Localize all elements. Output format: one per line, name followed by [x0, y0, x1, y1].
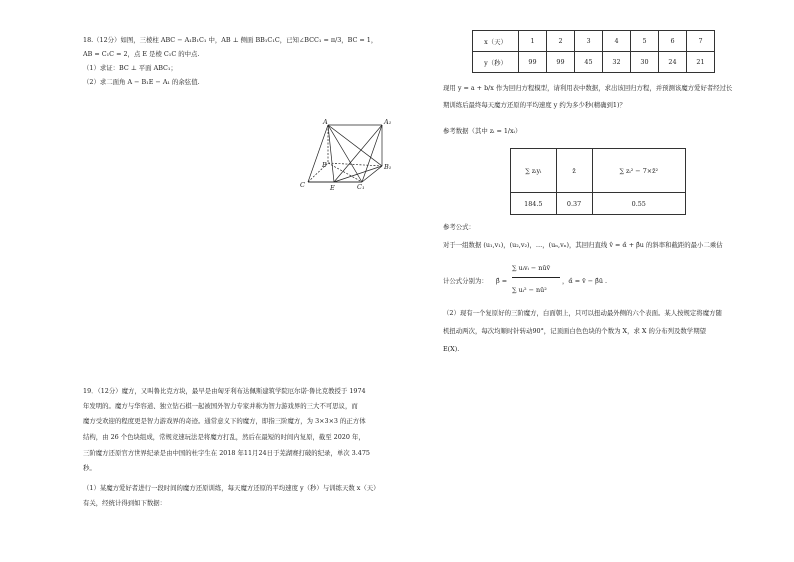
- table-cell: 4: [603, 31, 631, 52]
- table-cell: 32: [603, 52, 631, 73]
- ref-value: 0.37: [556, 193, 592, 215]
- q18-line2: AB = C₁C = 2，点 E 是棱 C₁C 的中点.: [83, 50, 200, 58]
- q18-part1: （1）求证：BC ⊥ 平面 ABC₁；: [83, 64, 177, 72]
- label-A: A: [323, 118, 328, 126]
- label-B: B: [322, 161, 327, 169]
- formula-line1: 对于一组数据 (u₁,v₁)，(u₂,v₂)，…，(uₙ,vₙ)，其回归直线 v̂ = α̂ + β̂u 的斜率和截距的最小二乘估: [443, 241, 723, 249]
- training-data-table: [472, 30, 715, 73]
- ref-header-sum-z2: ∑ zᵢ² − 7×z̄²: [592, 149, 685, 193]
- prism-figure: [295, 116, 405, 196]
- table-cell: 1: [519, 31, 547, 52]
- q19-part1-line1: （1）某魔方爱好者进行一段时间的魔方还原训练，每天魔方还原的平均速度 y（秒）与训练天数 x（天）: [83, 484, 380, 492]
- label-C: C: [300, 181, 305, 189]
- table-cell: 3: [575, 31, 603, 52]
- label-C1: C₁: [357, 183, 365, 191]
- formula-denominator: ∑ uᵢ² − nū²: [512, 286, 547, 294]
- table-cell: 6: [659, 31, 687, 52]
- part2-line1: （2）现有一个复原好的三阶魔方，白面朝上，只可以扭动最外侧的六个表面。某人按规定将魔方随: [443, 309, 722, 317]
- q18-part2: （2）求二面角 A − B₁E − A₁ 的余弦值.: [83, 78, 200, 86]
- formula-label: 参考公式：: [443, 223, 475, 231]
- ref-value: 0.55: [592, 193, 685, 215]
- ref-header-sum-zy: ∑ zᵢyᵢ: [511, 149, 557, 193]
- q19-line-5: 三阶魔方还原官方世界纪录是由中国的杜宇生在 2018 年11月24日于芜湖赛打破的纪录，单次 3.475: [83, 449, 370, 457]
- q18-header: 18.（12分）如图，三棱柱 ABC − A₁B₁C₁ 中，AB ⊥ 侧面 BB₁C₁C，已知∠BCC₁ = π/3，BC = 1，: [83, 36, 378, 44]
- table-cell: 99: [519, 52, 547, 73]
- table-row-x: [473, 31, 715, 52]
- table-cell: 30: [631, 52, 659, 73]
- table-cell: 5: [631, 31, 659, 52]
- table-header-y: y（秒）: [473, 52, 519, 73]
- ref-header-row: [511, 149, 686, 193]
- table-cell: 99: [547, 52, 575, 73]
- q19-line-6: 秒。: [83, 464, 96, 472]
- ref-data-label: 参考数据（其中 zᵢ = 1/xᵢ）: [443, 127, 522, 135]
- model-line1: 现用 y = a + b/x 作为回归方程模型，请利用表中数据，求出该回归方程，并预测该魔方爱好者经过长: [443, 84, 733, 92]
- part2-line2: 机扭动两次，每次均顺时针转动90°，记顶面白色色块的个数为 X，求 X 的分布列及数学期望: [443, 327, 706, 335]
- table-cell: 21: [687, 52, 715, 73]
- table-row-y: [473, 52, 715, 73]
- fraction-bar: [512, 277, 560, 278]
- formula-numerator: ∑ uᵢvᵢ − nūv̄: [512, 264, 551, 272]
- formula-beta: β̂ =: [496, 277, 508, 285]
- table-cell: 7: [687, 31, 715, 52]
- q19-part1-line2: 有关，经统计得到如下数据：: [83, 499, 167, 507]
- q19-line-2: 年发明的。魔方与华容道、独立钻石棋一起被国外智力专家并称为智力游戏界的三大不可思议，而: [83, 402, 358, 410]
- table-header-x: x（天）: [473, 31, 519, 52]
- reference-data-table: [510, 148, 686, 215]
- table-cell: 45: [575, 52, 603, 73]
- label-B1: B₁: [384, 163, 392, 171]
- q19-line-1: 19．（12分）魔方，又叫鲁比克方块，最早是由匈牙利布达佩斯建筑学院厄尔诺·鲁比克教授于 1974: [83, 387, 366, 395]
- ref-value: 184.5: [511, 193, 557, 215]
- table-cell: 24: [659, 52, 687, 73]
- q19-line-3: 魔方受欢迎的程度更是智力游戏界的奇迹。通常意义下的魔方，即指三阶魔方，为 3×3×3 的正方体: [83, 417, 366, 425]
- formula-alpha: ，α̂ = v̄ − β̂ū .: [562, 277, 608, 285]
- formula-line2-prefix: 计公式分别为：: [443, 277, 488, 285]
- ref-value-row: [511, 193, 686, 215]
- q19-line-4: 结构，由 26 个色块组成，常规竞速玩法是将魔方打乱，然后在最短的时间内复原，截至 2020 年，: [83, 433, 365, 441]
- part2-line3: E(X).: [443, 345, 460, 353]
- table-cell: 2: [547, 31, 575, 52]
- label-A1: A₁: [384, 118, 392, 126]
- ref-header-zbar: z̄: [556, 149, 592, 193]
- model-line2: 期训练后最终每天魔方还原的平均速度 y 约为多少秒(精确到1)？: [443, 101, 626, 109]
- label-E: E: [330, 184, 335, 192]
